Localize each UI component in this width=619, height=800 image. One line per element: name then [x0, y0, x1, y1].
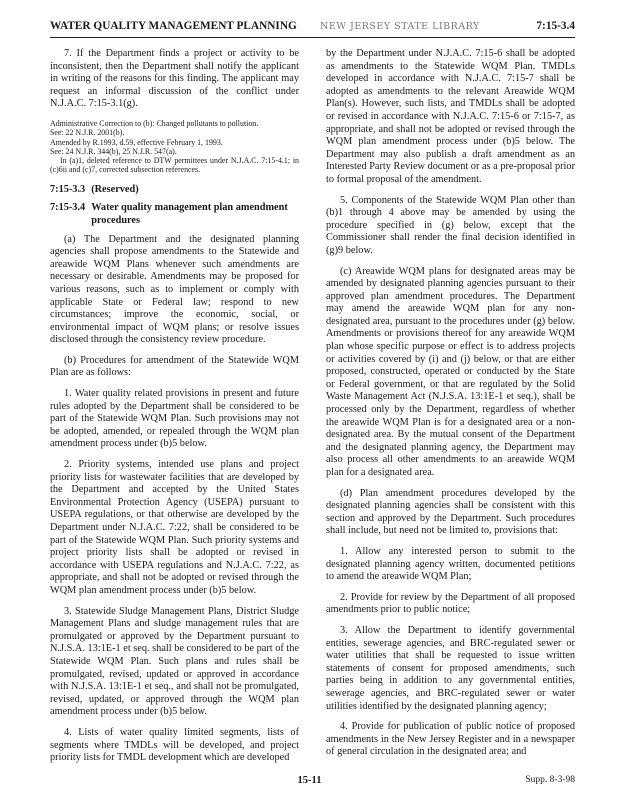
- paragraph-d2: 2. Provide for review by the Department of all proposed amendments prior to public notice;: [326, 591, 575, 616]
- paragraph-b1: 1. Water quality related provisions in present and future rules adopted by the Department shall be considered to be part of the Statewide WQM Plan. Such provisions may not be adopted, amended, or repealed through the WQM plan amendment process under (b)5 below.: [50, 388, 299, 450]
- history-line: See: 22 N.J.R. 2001(b).: [50, 128, 125, 138]
- section-heading-3-3: [50, 184, 299, 197]
- subsection-a: (a) The Department and the designated planning agencies shall propose amendments to the Statewide and areawide WQM Plans whenever such amendments are necessary or desirable. Amendments may be proposed for various reasons, such as to implement or comply with applicable State or Federal law; respond to new circumstances; improve the economic, social, or environmental impact of WQM plans; or resolve issues disclosed through the consistency review procedure.: [50, 233, 299, 346]
- section-title: Water quality management plan amendment procedures: [91, 202, 288, 226]
- history-line: See: 24 N.J.R. 344(b), 25 N.J.R. 547(a).: [50, 146, 177, 156]
- subsection-d: (d) Plan amendment procedures developed by the designated planning agencies shall be consistent with this section and approved by the Department. Such procedures shall include, but need not be limited to, provisions that:: [326, 487, 575, 537]
- right-column: [326, 48, 575, 767]
- history-line: Administrative Correction to (b): Changed pollutants to pollution.: [50, 118, 259, 128]
- library-stamp: NEW JERSEY STATE LIBRARY: [320, 21, 480, 32]
- supplement-date: Supp. 8-3-98: [525, 775, 575, 785]
- header-rule: [50, 37, 575, 38]
- section-title: (Reserved): [91, 183, 139, 195]
- section-number: 7:15-3.3: [50, 183, 86, 195]
- subsection-c: (c) Areawide WQM plans for designated areas may be amended by designated planning agencies pursuant to their approved plan amendment procedures. The Department may amend the areawide WQM plan for any non-designated area, pursuant to the procedures under (g) below. Amendments or provisions thereof for any areawide WQM plan whose specific purpose or effect is to address projects or activities covered by (i) and (j) below, or that are either proposed, constructed, operated or conducted by the State or Federal government, or that are regulated by the Solid Waste Management Act (N.J.S.A. 13:1E-1 et seq.), shall be processed only by the Department, regardless of whether the areawide WQM Plan is for a designated area or a non-designated area. By the mutual consent of the Department and the designated planning agency, the Department may also process all other amendments to an areawide WQM plan for a designated area.: [326, 265, 575, 478]
- paragraph-b3: 3. Statewide Sludge Management Plans, District Sludge Management Plans and sludge management rules that are promulgated or approved by the Department pursuant to N.J.S.A. 13:1E-1 et seq. shall be considered to be part of the Statewide WQM Plan. Such plans and rules shall be promulgated, revised, updated or approved in accordance with N.J.S.A. 13:1E-1 et seq., and shall not be promulgated, revised, updated, or approved through the WQM plan amendment process under (b)5 below.: [50, 605, 299, 718]
- header-title: WATER QUALITY MANAGEMENT PLANNING: [50, 20, 297, 32]
- history-line: In (a)1, deleted reference to DTW permittees under N.J.A.C. 7:15-4.1; in (c)6ii and (c)7, corrected subsection references.: [50, 156, 299, 175]
- section-number: 7:15-3.4: [50, 202, 86, 214]
- left-column: [50, 48, 299, 773]
- paragraph-b4: 4. Lists of water quality limited segments, lists of segments where TMDLs will be developed, and project priority lists for TMDL development which are developed: [50, 726, 299, 764]
- section-heading-3-4: [50, 202, 299, 227]
- paragraph-b4-continued: by the Department under N.J.A.C. 7:15-6 shall be adopted as amendments to the Statewide WQM Plan. TMDLs developed in accordance with N.J.A.C. 7:15-7 shall be adopted as amendments to the relevant Areawide WQM Plan(s). However, such lists, and TMDLs shall be adopted or revised in accordance with N.J.A.C. 7:15-6 or 7:15-7, as appropriate, and shall not be adopted or revised through the WQM plan amendment process under (b)5 below. The Department may also publish a draft amendment as an Interested Party Review document or as a pre-proposal prior to formal proposal of the amendment.: [326, 48, 575, 185]
- page-number: 15-11: [297, 775, 322, 786]
- paragraph-b2: 2. Priority systems, intended use plans and project priority lists for wastewater facilities that are developed by the Department and accepted by the United States Environmental Protection Agency (USEPA) pursuant to USEPA regulations, or that otherwise are developed by the Department under N.J.A.C. 7:22, shall be considered to be part of the Statewide WQM Plan. Such priority systems and project priority lists shall be adopted or revised in accordance with USEPA regulations and N.J.A.C. 7:22, as appropriate, and shall not be adopted or revised through the WQM plan amendment process under (b)5 below.: [50, 459, 299, 596]
- subsection-b: (b) Procedures for amendment of the Statewide WQM Plan are as follows:: [50, 354, 299, 379]
- header-section-number: 7:15-3.4: [536, 20, 575, 32]
- history-line: Amended by R.1993, d.59, effective February 1, 1993.: [50, 137, 223, 147]
- running-header: [50, 20, 575, 36]
- paragraph-7: 7. If the Department finds a project or activity to be inconsistent, then the Department shall notify the applicant in writing of the reasons for this finding. The applicant may request an informal discussion of the conflict under N.J.A.C. 7:15-3.1(g).: [50, 48, 299, 110]
- paragraph-d1: 1. Allow any interested person to submit to the designated planning agency written, documented petitions to amend the areawide WQM Plan;: [326, 545, 575, 583]
- paragraph-b5: 5. Components of the Statewide WQM Plan other than (b)1 through 4 above may be amended by using the procedure specified in (g) below, except that the Commissioner shall render the final decision identified in (g)9 below.: [326, 194, 575, 256]
- paragraph-d4: 4. Provide for publication of public notice of proposed amendments in the New Jersey Register and in a newspaper of general circulation in the designated area; and: [326, 721, 575, 758]
- history-note: [50, 119, 299, 175]
- paragraph-d3: 3. Allow the Department to identify governmental entities, sewerage agencies, and BRC-regulated sewer or water utilities that shall be requested to issue written statements of consent for proposed amendments, such parties being in addition to any governmental entities, sewerage agencies, and BRC-regulated sewer or water utilities identified by the designated planning agency;: [326, 624, 575, 712]
